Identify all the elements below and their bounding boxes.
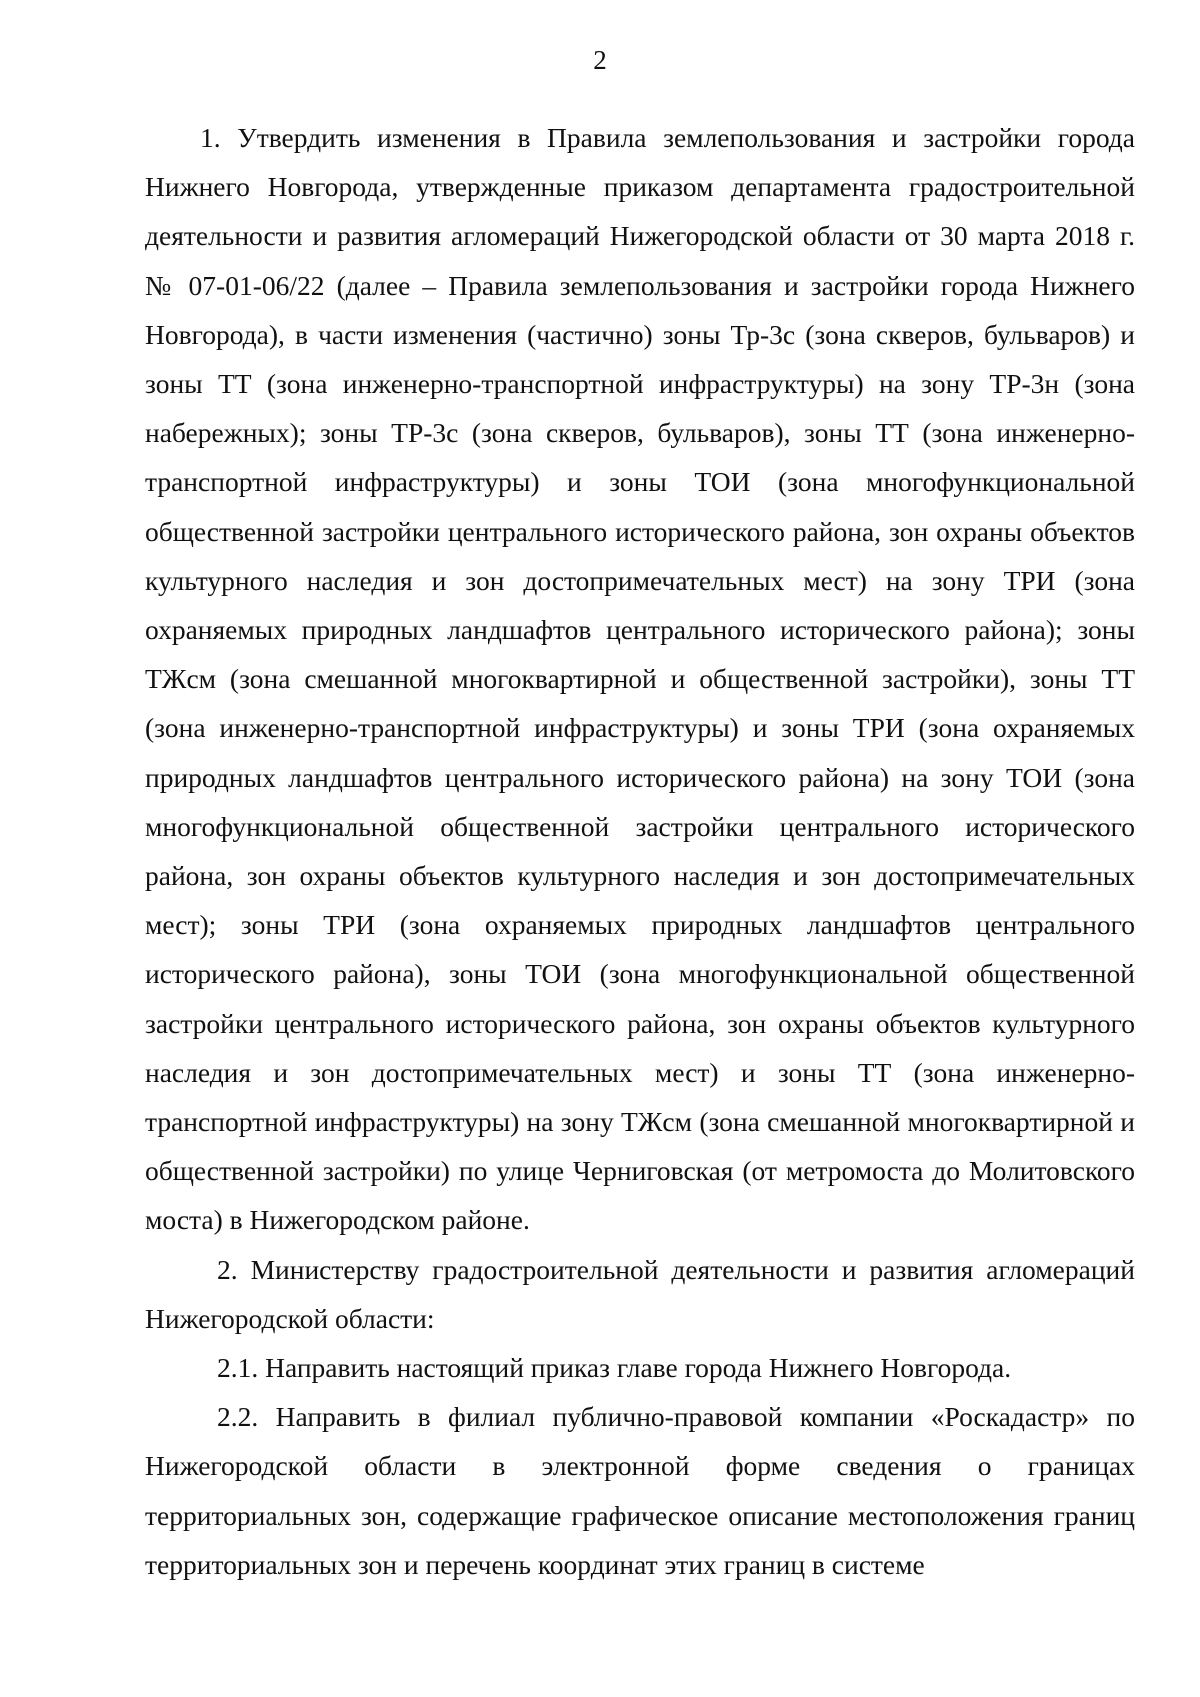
document-body xyxy=(145,113,1135,1589)
paragraph-item-2-2: 2.2. Направить в филиал публично-правовой компании «Роскадастр» по Нижегородской области в электронной форме сведения о границах территориальных зон, содержащие графическое описание местоположения границ территориальных зон и перечень координат этих границ в системе xyxy=(145,1401,1135,1580)
paragraph-item-1: 1. Утвердить изменения в Правила землепользования и застройки города Нижнего Новгорода, утвержденные приказом департамента градостроительной деятельности и развития агломераций Нижегородской области от 30 марта 2018 г. № 07-01-06/22 (далее – Правила землепользования и застройки города Нижнего Новгорода), в части изменения (частично) зоны Тр-3с (зона скверов, бульваров) и зоны ТТ (зона инженерно-транспортной инфраструктуры) на зону ТР-3н (зона набережных); зоны ТР-3с (зона скверов, бульваров), зоны ТТ (зона инженерно-транспортной инфраструктуры) и зоны ТОИ (зона многофункциональной общественной застройки центрального исторического района, зон охраны объектов культурного наследия и зон достопримечательных мест) на зону ТРИ (зона охраняемых природных ландшафтов центрального исторического района); зоны ТЖсм (зона смешанной многоквартирной и общественной застройки), зоны ТТ (зона инженерно-транспортной инфраструктуры) и зоны ТРИ (зона охраняемых природных ландшафтов центрального исторического района) на зону ТОИ (зона многофункциональной общественной застройки центрального исторического района, зон охраны объектов культурного наследия и зон достопримечательных мест); зоны ТРИ (зона охраняемых природных ландшафтов центрального исторического района), зоны ТОИ (зона многофункциональной общественной застройки центрального исторического района, зон охраны объектов культурного наследия и зон достопримечательных мест) и зоны ТТ (зона инженерно-транспортной инфраструктуры) на зону ТЖсм (зона смешанной многоквартирной и общественной застройки) по улице Черниговская (от метромоста до Молитовского моста) в Нижегородском районе. xyxy=(145,122,1135,1236)
page-number: 2 xyxy=(593,45,607,75)
paragraph-item-2: 2. Министерству градостроительной деятельности и развития агломераций Нижегородской области: xyxy=(145,1253,1135,1334)
paragraph-item-2-1: 2.1. Направить настоящий приказ главе города Нижнего Новгорода. xyxy=(217,1352,1012,1384)
